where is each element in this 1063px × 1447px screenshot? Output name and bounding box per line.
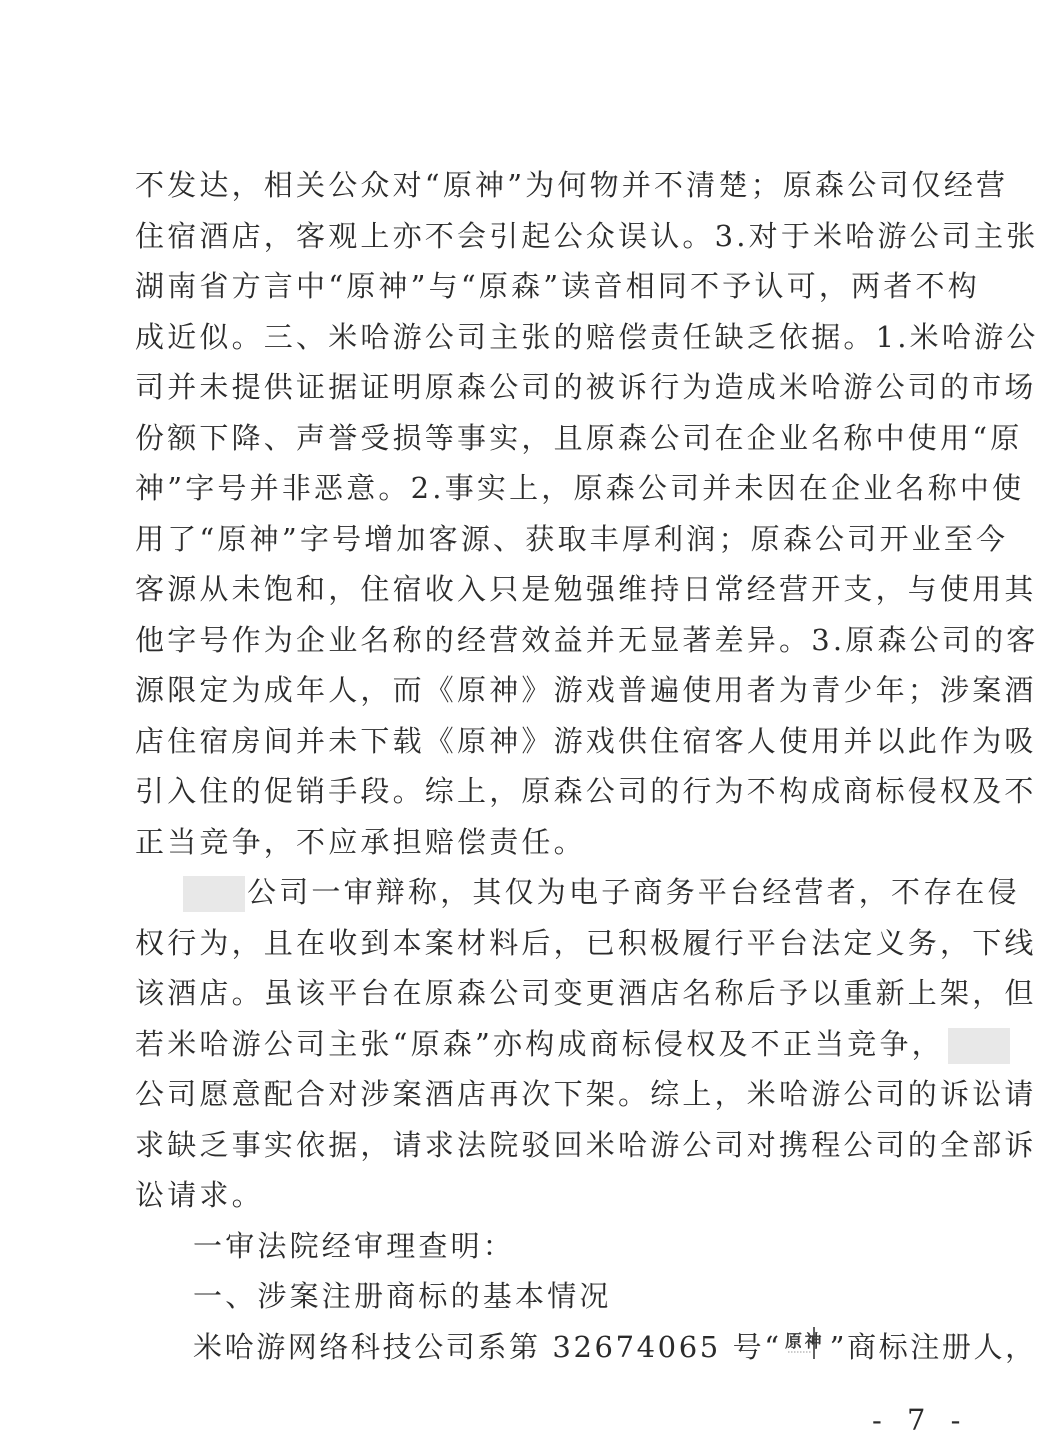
text-line: 用了“原神”字号增加客源、获取丰厚利润；原森公司开业至今 (135, 522, 1009, 556)
text-line: 讼请求。 (135, 1178, 264, 1212)
text-line: 店住宿房间并未下载《原神》游戏供住宿客人使用并以此作为吸 (135, 724, 1037, 758)
svg-text:原神: 原神 (784, 1332, 824, 1352)
text-segment: ”商标注册人， (829, 1330, 1037, 1364)
text-line-with-logo (193, 1327, 1037, 1367)
text-line-with-redaction (183, 872, 1020, 912)
text-line: 神”字号并非恶意。2.事实上，原森公司并未因在企业名称中使 (135, 471, 1025, 505)
section-intro: 一审法院经审理查明： (193, 1229, 516, 1263)
text-segment: 若米哈游公司主张“原森”亦构成商标侵权及不正当竞争， (135, 1027, 944, 1061)
text-line: 湖南省方言中“原神”与“原森”读音相同不予认可，两者不构 (135, 269, 980, 303)
text-line: 该酒店。虽该平台在原森公司变更酒店名称后予以重新上架，但 (135, 976, 1037, 1010)
text-line: 正当竞争，不应承担赔偿责任。 (135, 825, 586, 859)
text-segment: 米哈游网络科技公司系第 32674065 号“ (193, 1330, 782, 1364)
text-line: 成近似。三、米哈游公司主张的赔偿责任缺乏依据。1.米哈游公 (135, 320, 1039, 354)
text-line: 司并未提供证据证明原森公司的被诉行为造成米哈游公司的市场 (135, 370, 1037, 404)
text-line-with-redaction (135, 1024, 955, 1064)
text-line: 住宿酒店，客观上亦不会引起公众误认。3.对于米哈游公司主张 (135, 219, 1039, 253)
text-line: 份额下降、声誉受损等事实，且原森公司在企业名称中使用“原 (135, 421, 1023, 455)
text-line: 不发达，相关公众对“原神”为何物并不清楚；原森公司仅经营 (135, 168, 1009, 202)
text-line: 他字号作为企业名称的经营效益并无显著差异。3.原森公司的客 (135, 623, 1039, 657)
page-number: - 7 - (872, 1403, 969, 1437)
text-line: 求缺乏事实依据，请求法院驳回米哈游公司对携程公司的全部诉 (135, 1128, 1037, 1162)
redaction-block (183, 876, 245, 912)
text-line: 引入住的促销手段。综上，原森公司的行为不构成商标侵权及不 (135, 774, 1037, 808)
text-line: 源限定为成年人，而《原神》游戏普遍使用者为青少年；涉案酒 (135, 673, 1037, 707)
text-line: 公司愿意配合对涉案酒店再次下架。综上，米哈游公司的诉讼请 (135, 1077, 1037, 1111)
text-line: 权行为，且在收到本案材料后，已积极履行平台法定义务，下线 (135, 926, 1037, 960)
section-heading: 一、涉案注册商标的基本情况 (193, 1279, 612, 1313)
trademark-logo-icon (784, 1327, 828, 1361)
text-segment: 公司一审辩称，其仅为电子商务平台经营者，不存在侵 (247, 875, 1020, 909)
text-line: 客源从未饱和，住宿收入只是勉强维持日常经营开支，与使用其 (135, 572, 1037, 606)
redaction-block (948, 1028, 1010, 1064)
